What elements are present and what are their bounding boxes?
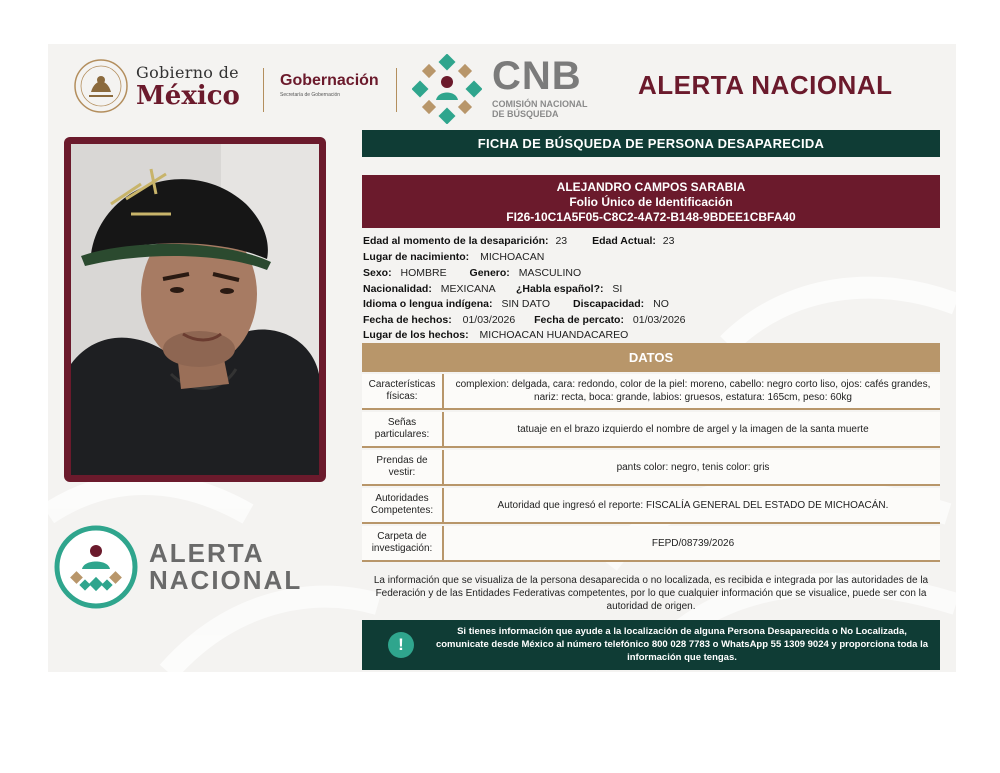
datos-row-divider [442,412,444,446]
datos-row [362,412,940,448]
contact-text: Si tienes información que ayude a la localización de alguna Persona Desaparecida o No Localizada, comunicate desde México al número telefónico 800 028 7783 o WhatsApp 55 1309 9024 y proporciona toda la información que tengas. [435,626,929,663]
edad-desaparicion-label: Edad al momento de la desaparición: [363,235,549,247]
discapacidad-label: Discapacidad: [572,298,645,310]
fecha-percato-label: Fecha de percato: [534,314,624,326]
nacional-word: NACIONAL [149,565,303,595]
exclamation-icon: ! [388,632,414,658]
header [48,44,956,130]
contact-banner [362,620,940,670]
datos-row-value: FEPD/08739/2026 [651,537,735,549]
cnb-wordmark [492,56,588,119]
person-name-box [362,175,940,228]
lugar-nacimiento-value: MICHOACAN [480,251,545,263]
gobierno-label: Gobierno de [136,63,239,82]
edad-desaparicion-value: 23 [555,235,568,247]
alerta-word: ALERTA [149,538,265,568]
datos-row-label: Carpeta de investigación: [371,531,433,554]
idioma-label: Idioma o lengua indígena: [363,298,493,310]
habla-espanol-value: SI [612,283,623,295]
mexico-label: México [136,81,240,111]
genero-label: Genero: [469,267,510,279]
idioma-value: SIN DATO [501,298,551,310]
datos-row-divider [442,450,444,484]
fecha-percato-value: 01/03/2026 [632,314,686,326]
nacionalidad-label: Nacionalidad: [363,283,432,295]
edad-actual-value: 23 [662,235,675,247]
alerta-nacional-title: ALERTA NACIONAL [638,70,893,100]
datos-row-divider [442,488,444,522]
cnb-abbr: CNB [492,54,582,98]
lugar-hechos-value: MICHOACAN HUANDACAREO [479,329,629,341]
edad-actual-label: Edad Actual: [592,235,656,247]
datos-row-divider [442,526,444,560]
search-poster [48,44,956,672]
sexo-label: Sexo: [363,267,392,279]
ficha-title-bar: FICHA DE BÚSQUEDA DE PERSONA DESAPARECIDA [362,130,940,157]
datos-row-label: Prendas de vestir: [376,455,428,478]
datos-row-label: Características físicas: [368,379,436,402]
info-row-nacimiento [363,250,943,264]
nacionalidad-value: MEXICANA [440,283,496,295]
gobierno-de-mexico-logo [136,63,240,110]
datos-row-divider [442,374,444,408]
coat-of-arms-seal-icon [73,58,129,114]
fecha-hechos-value: 01/03/2026 [462,314,516,326]
datos-row-value: pants color: negro, tenis color: gris [616,461,770,473]
cnb-line1: COMISIÓN NACIONAL [492,99,588,109]
header-divider [396,68,397,112]
cnb-line2: DE BÚSQUEDA [492,109,559,119]
person-name: ALEJANDRO CAMPOS SARABIA [556,180,746,194]
alerta-nacional-wordmark [149,540,302,594]
portrait-illustration [71,144,319,475]
sexo-value: HOMBRE [400,267,447,279]
datos-row-label: Señas particulares: [374,417,430,440]
folio-label: Folio Único de Identificación [569,195,733,209]
datos-row [362,450,940,486]
info-row-idioma [363,297,943,311]
lugar-nacimiento-label: Lugar de nacimiento: [363,251,470,263]
gobernacion-label: Gobernación [280,72,379,89]
datos-row-value: complexion: delgada, cara: redondo, color de la piel: moreno, cabello: negro corto liso, ojos: cafés grandes, nariz: recta, boca: grande, labios: gruesos, estatura: 165cm, peso: 60kg [455,379,931,403]
gobernacion-logo [280,72,379,98]
info-row-fechas [363,313,943,327]
fecha-hechos-label: Fecha de hechos: [363,314,452,326]
habla-espanol-label: ¿Habla español?: [515,283,604,295]
discapacidad-value: NO [653,298,669,310]
datos-row [362,526,940,562]
datos-row [362,488,940,524]
gobernacion-sub-label: Secretaría de Gobernación [280,92,341,98]
lugar-hechos-label: Lugar de los hechos: [363,329,469,341]
photo-frame [64,137,326,482]
info-row-edad [363,234,943,248]
datos-row-value: tatuaje en el brazo izquierdo el nombre de argel y la imagen de la santa muerte [517,423,869,435]
info-row-sexo [363,266,943,280]
info-row-nacionalidad [363,282,943,296]
folio-number: FI26-10C1A5F05-C8C2-4A72-B148-9BDEE1CBFA40 [506,210,796,224]
info-row-lugar-hechos [363,328,943,342]
datos-row [362,374,940,410]
cnb-emblem-icon [412,54,482,124]
header-divider [263,68,264,112]
datos-row-value: Autoridad que ingresó el reporte: FISCALÍA GENERAL DEL ESTADO DE MICHOACÁN. [497,499,889,511]
datos-row-label: Autoridades Competentes: [370,493,434,516]
datos-header: DATOS [362,343,940,372]
genero-value: MASCULINO [518,267,582,279]
missing-person-photo [71,144,319,475]
disclaimer-text: La información que se visualiza de la persona desaparecida o no localizada, es recibida e integrada por las autoridades de la Federación y de las Entidades Federativas competentes, por lo que cualquier información que se visualice, puede ser con la autoridad de origen. [373,575,929,612]
alerta-nacional-emblem-icon [54,525,138,609]
